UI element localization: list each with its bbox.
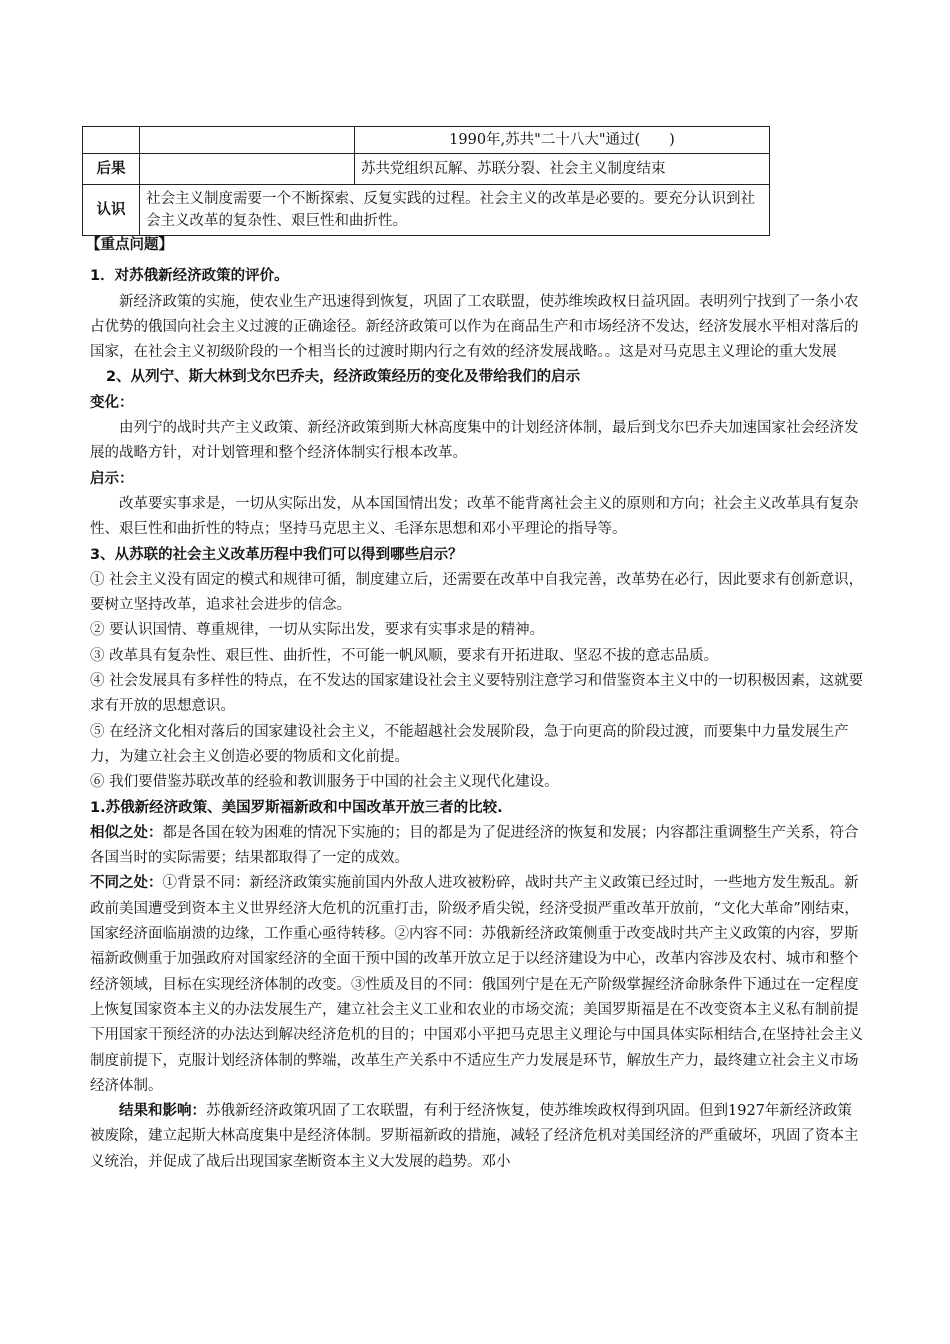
paragraph-text: 都是各国在较为困难的情况下实施的；目的都是为了促进经济的恢复和发展；内容都注重调整生产关系，符合各国当时的实际需要；结果都取得了一定的成效。 — [90, 824, 859, 867]
list-item: ④ 社会发展具有多样性的特点，在不发达的国家建设社会主义要特别注意学习和借鉴资本主义中的一切积极因素，这就要求有开放的思想意识。 — [90, 673, 864, 715]
summary-table — [82, 126, 770, 236]
paragraph: 新经济政策的实施，使农业生产迅速得到恢复，巩固了工农联盟，使苏维埃政权日益巩固。表明列宁找到了一条小农占优势的俄国向社会主义过渡的正确途径。新经济政策可以作为在商品生产和市场经济不发达，经济发展水平相对落后的国家，在社会主义初级阶段的一个相当长的过渡时期内行之有效的经济发展战略。。这是对马克思主义理论的重大发展 — [90, 293, 859, 361]
table-row — [83, 185, 770, 236]
label-insight: 启示： — [90, 470, 134, 487]
table-cell-empty — [140, 154, 355, 185]
table-row — [83, 127, 770, 154]
list-item: ① 社会主义没有固定的模式和规律可循，制度建立后，还需要在改革中自我完善，改革势在必行，因此要求有创新意识，要树立坚持改革，追求社会进步的信念。 — [90, 571, 864, 614]
table-cell-text: 1990年,苏共"二十八大"通过( ) — [355, 127, 770, 154]
paragraph-text: 苏俄新经济政策巩固了工农联盟，有利于经济恢复，使苏维埃政权得到巩固。但到1927年新经济政策被废除，建立起斯大林高度集中是经济体制。罗斯福新政的措施，减轻了经济危机对美国经济的严重破坏，巩固了资本主义统治，并促成了战后出现国家垄断资本主义大发展的趋势。邓小 — [90, 1103, 859, 1170]
list-item: ③ 改革具有复杂性、艰巨性、曲折性，不可能一帆风顺，要求有开拓进取、坚忍不拔的意志品质。 — [90, 647, 719, 664]
section-heading: 【重点问题】 — [86, 237, 173, 253]
label-difference: 不同之处： — [90, 875, 163, 892]
row-header-consequence: 后果 — [83, 154, 140, 185]
row-header-understanding: 认识 — [83, 185, 140, 236]
label-result: 结果和影响： — [119, 1103, 206, 1120]
list-item: ⑥ 我们要借鉴苏联改革的经验和教训服务于中国的社会主义现代化建设。 — [90, 774, 559, 791]
key-issues-section — [86, 233, 864, 1175]
table-cell-empty — [140, 127, 355, 154]
paragraph: 由列宁的战时共产主义政策、新经济政策到斯大林高度集中的计划经济体制，最后到戈尔巴乔夫加速国家社会经济发展的战略方针，对计划管理和整个经济体制实行根本改革。 — [90, 420, 859, 462]
table-cell-empty — [83, 127, 140, 154]
table-cell-text: 社会主义制度需要一个不断探索、反复实践的过程。社会主义的改革是必要的。要充分认识到社会主义改革的复杂性、艰巨性和曲折性。 — [140, 185, 770, 236]
label-similar: 相似之处： — [90, 824, 163, 841]
question-title: 3、从苏联的社会主义改革历程中我们可以得到哪些启示？ — [90, 546, 463, 563]
list-item: ② 要认识国情、尊重规律，一切从实际出发，要求有实事求是的精神。 — [90, 622, 545, 639]
list-item: ⑤ 在经济文化相对落后的国家建设社会主义，不能超越社会发展阶段，急于向更高的阶段过渡，而要集中力量发展生产力，为建立社会主义创造必要的物质和文化前提。 — [90, 723, 849, 765]
question-title: 2、从列宁、斯大林到戈尔巴乔夫，经济政策经历的变化及带给我们的启示 — [106, 369, 581, 386]
paragraph — [90, 871, 864, 1099]
table-row — [83, 154, 770, 185]
paragraph — [90, 821, 864, 872]
question-title: 1．对苏俄新经济政策的评价。 — [90, 268, 289, 285]
paragraph — [90, 1099, 864, 1175]
paragraph-text: ①背景不同：新经济政策实施前国内外敌人进攻被粉碎，战时共产主义政策已经过时，一些地方发生叛乱。新政前美国遭受到资本主义世界经济大危机的沉重打击，阶级矛盾尖锐，经济受损严重改革开放前，“文化大革命”刚结束，国家经济面临崩溃的边缘，工作重心亟待转移。②内容不同：苏俄新经济政策侧重于改变战时共产主义政策的内容，罗斯福新政侧重于加强政府对国家经济的全面干预中国的改革开放立足于以经济建设为中心，改革内容涉及农村、城市和整个经济领域，目标在实现经济体制的改变。③性质及目的不同：俄国列宁是在无产阶级掌握经济命脉条件下通过在一定程度上恢复国家资本主义的办法发展生产，建立社会主义工业和农业的市场交流；美国罗斯福是在不改变资本主义私有制前提下用国家干预经济的办法达到解决经济危机的目的；中国邓小平把马克思主义理论与中国具体实际相结合,在坚持社会主义制度前提下，克服计划经济体制的弊端，改革生产关系中不适应生产力发展是环节，解放生产力，最终建立社会主义市场经济体制。 — [90, 875, 864, 1094]
label-change: 变化： — [90, 394, 134, 411]
table-cell-text: 苏共党组织瓦解、苏联分裂、社会主义制度结束 — [355, 154, 770, 185]
question-title: 1.苏俄新经济政策、美国罗斯福新政和中国改革开放三者的比较. — [90, 799, 503, 816]
paragraph: 改革要实事求是，一切从实际出发，从本国国情出发；改革不能背离社会主义的原则和方向；社会主义改革具有复杂性、艰巨性和曲折性的特点；坚持马克思主义、毛泽东思想和邓小平理论的指导等。 — [90, 495, 859, 538]
